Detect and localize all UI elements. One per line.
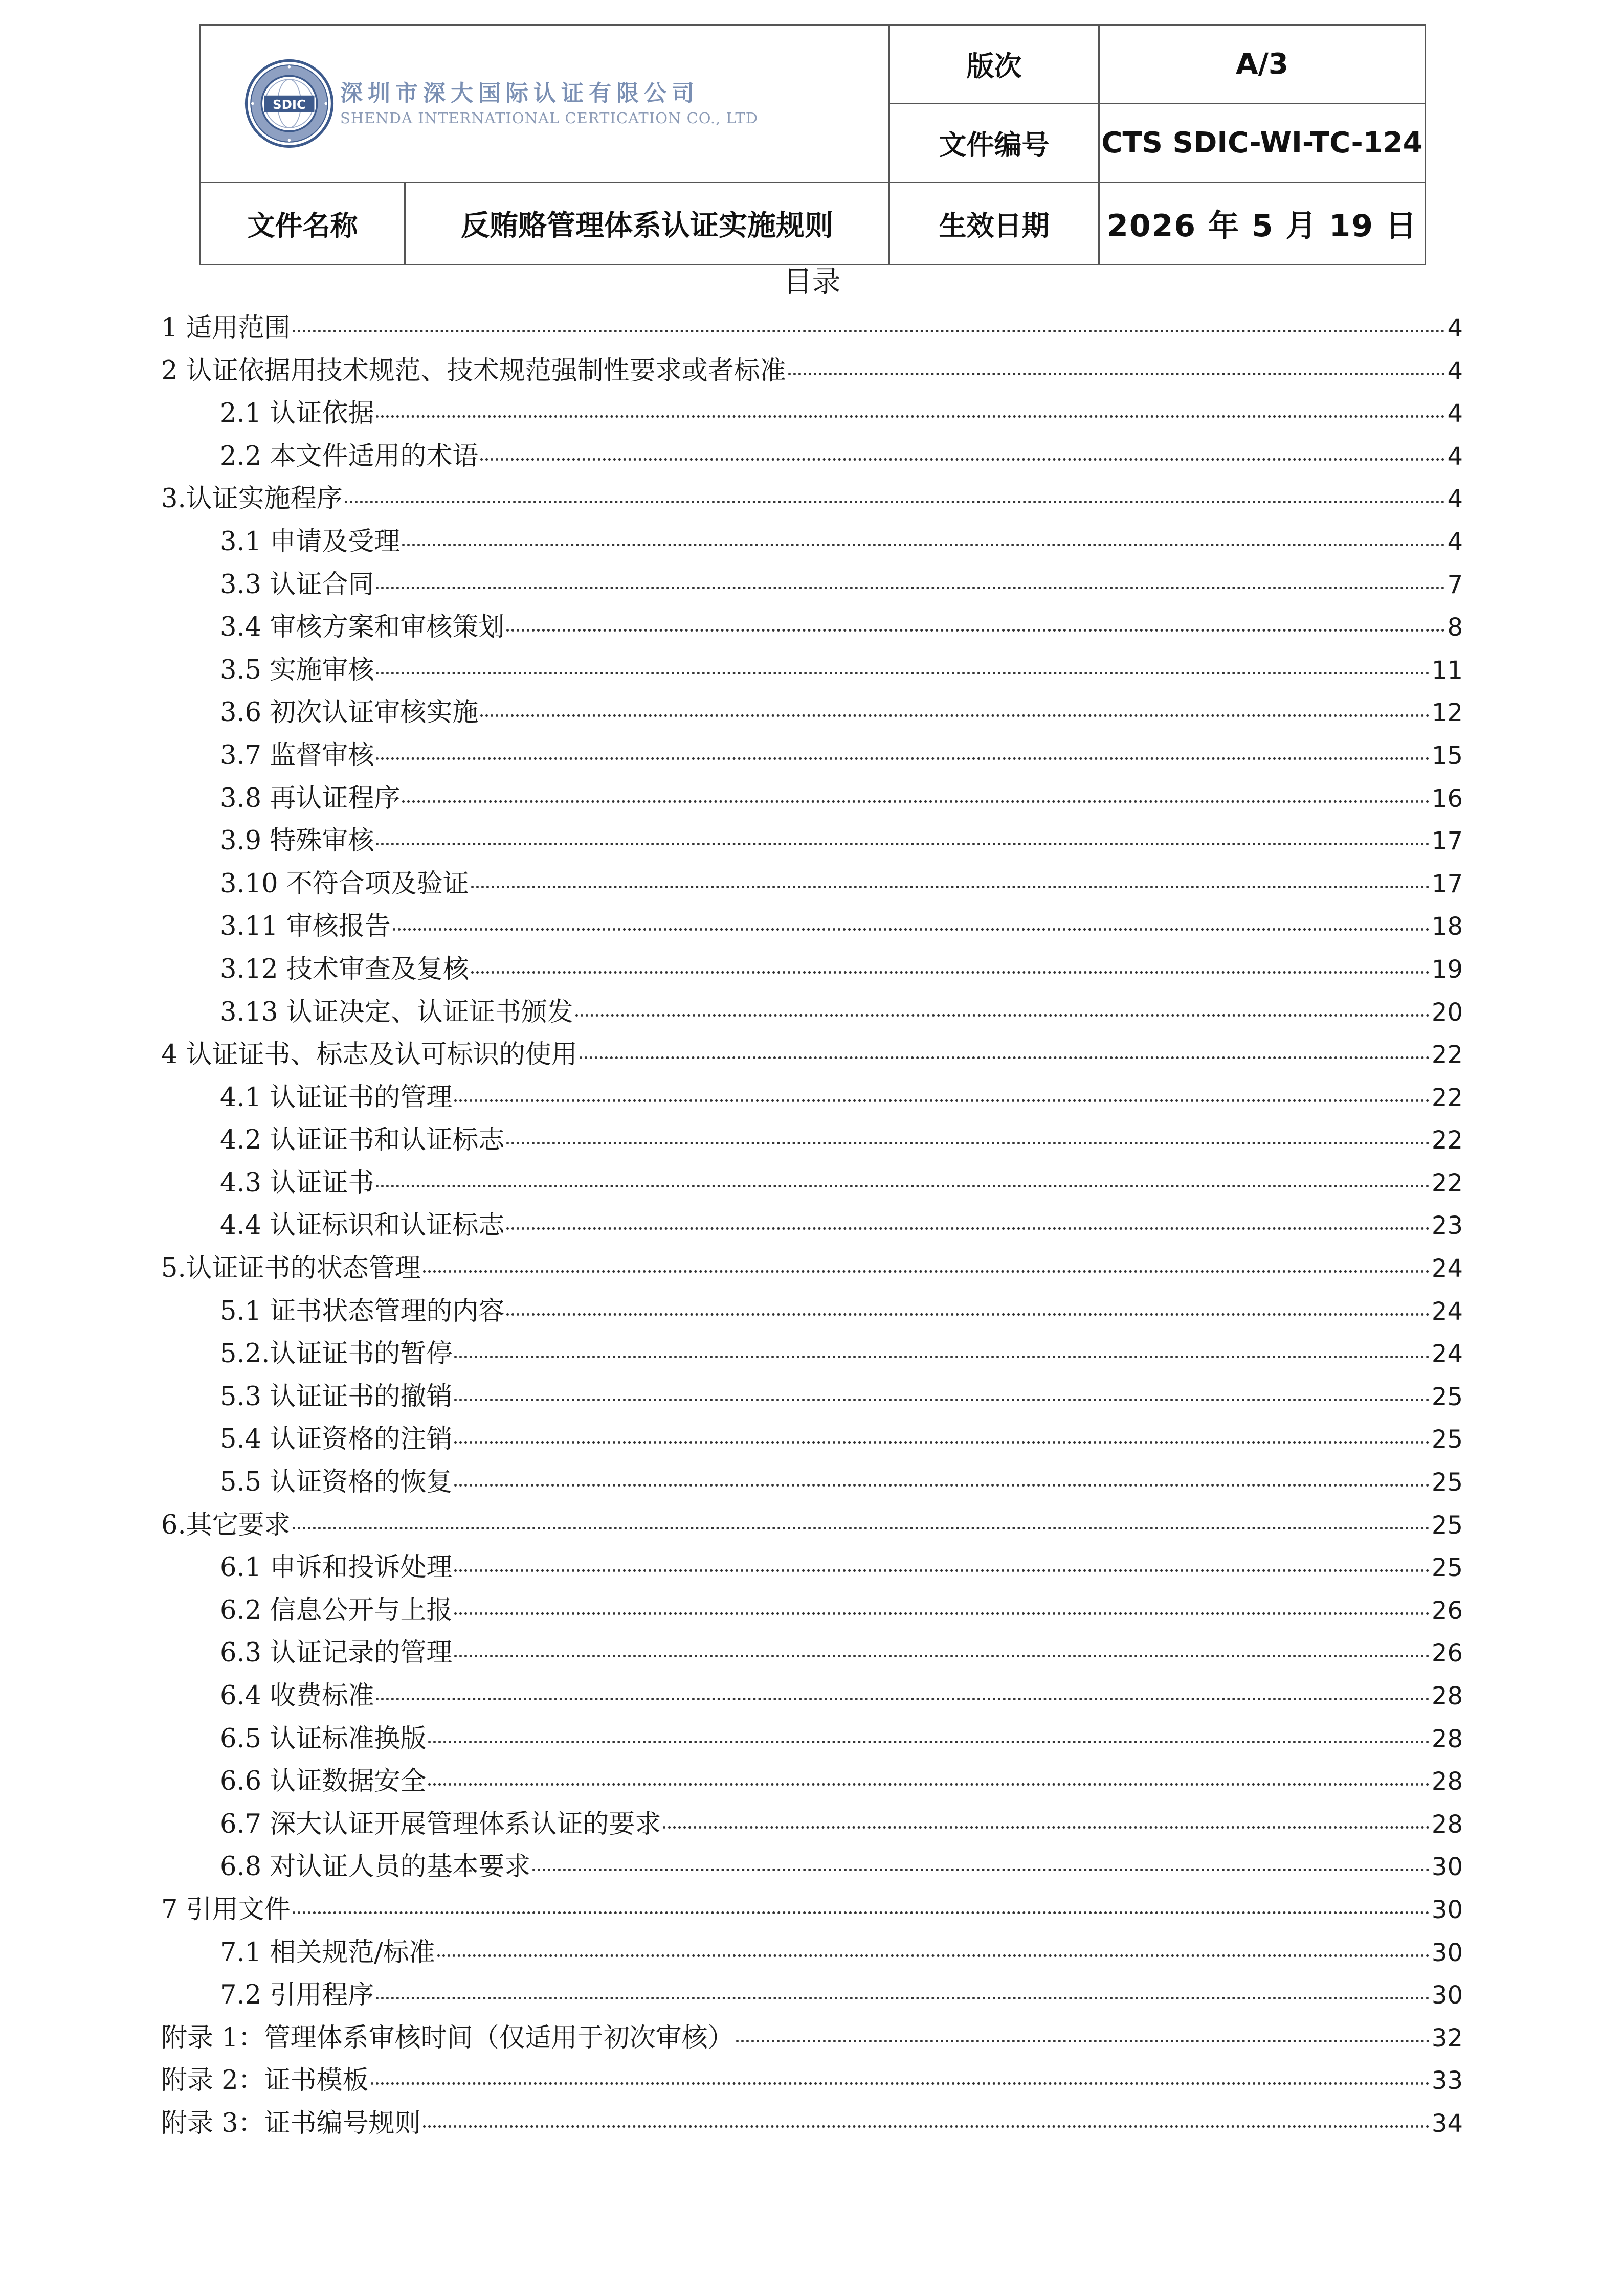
toc-entry-text: 6.2 信息公开与上报 xyxy=(220,1595,453,1626)
toc-entry-text: 2.2 本文件适用的术语 xyxy=(220,441,479,471)
toc-page-number: 30 xyxy=(1431,1938,1463,1967)
toc-entry-text: 6.6 认证数据安全 xyxy=(220,1766,427,1797)
effective-date-value: 2026 年 5 月 19 日 xyxy=(1099,183,1426,265)
toc-entry[interactable] xyxy=(161,1845,1463,1888)
toc-entry[interactable] xyxy=(161,606,1463,649)
toc-entry-text: 3.6 初次认证审核实施 xyxy=(220,697,479,728)
toc-entry[interactable] xyxy=(161,905,1463,948)
toc-page-number: 15 xyxy=(1431,741,1463,770)
toc-entry-text: 附录 2：证书模板 xyxy=(161,2065,369,2096)
toc-page-number: 24 xyxy=(1431,1340,1463,1369)
toc-dot-leader xyxy=(428,1783,1430,1786)
company-name-cn: 深圳市深大国际认证有限公司 xyxy=(340,80,699,106)
toc-page-number: 11 xyxy=(1431,656,1463,685)
table-of-contents xyxy=(161,307,1463,2145)
toc-entry-text: 4.1 认证证书的管理 xyxy=(220,1082,453,1113)
toc-page-number: 12 xyxy=(1431,699,1463,728)
toc-page-number: 28 xyxy=(1431,1767,1463,1796)
toc-entry-text: 5.认证证书的状态管理 xyxy=(161,1253,421,1284)
toc-entry[interactable] xyxy=(161,2059,1463,2102)
toc-entry-text: 5.1 证书状态管理的内容 xyxy=(220,1296,505,1326)
toc-page-number: 25 xyxy=(1431,1425,1463,1454)
toc-page-number: 26 xyxy=(1431,1596,1463,1625)
toc-dot-leader xyxy=(506,1227,1430,1230)
toc-entry[interactable] xyxy=(161,734,1463,777)
toc-entry-text: 6.8 对认证人员的基本要求 xyxy=(220,1852,531,1882)
toc-title: 目录 xyxy=(783,265,841,299)
toc-entry-text: 3.10 不符合项及验证 xyxy=(220,868,469,899)
toc-dot-leader xyxy=(454,1356,1430,1358)
toc-dot-leader xyxy=(454,1484,1430,1487)
toc-entry[interactable] xyxy=(161,1675,1463,1718)
toc-entry[interactable] xyxy=(161,350,1463,393)
toc-page-number: 17 xyxy=(1431,869,1463,898)
company-logo-cell xyxy=(201,25,889,183)
toc-page-number: 30 xyxy=(1431,1981,1463,2010)
toc-page-number: 28 xyxy=(1431,1810,1463,1839)
toc-dot-leader xyxy=(376,1185,1430,1187)
toc-page-number: 16 xyxy=(1431,784,1463,813)
toc-entry-text: 4 认证证书、标志及认可标识的使用 xyxy=(161,1040,577,1070)
toc-page-number: 25 xyxy=(1431,1468,1463,1497)
toc-page-number: 24 xyxy=(1431,1254,1463,1284)
toc-page-number: 28 xyxy=(1431,1724,1463,1753)
version-label: 版次 xyxy=(889,25,1099,104)
toc-page-number: 22 xyxy=(1431,1041,1463,1070)
toc-entry[interactable] xyxy=(161,564,1463,606)
company-name-en: SHENDA INTERNATIONAL CERTICATION CO., LTD xyxy=(340,109,758,127)
toc-dot-leader xyxy=(480,714,1430,717)
toc-entry-text: 4.2 认证证书和认证标志 xyxy=(220,1125,505,1156)
toc-page-number: 23 xyxy=(1431,1211,1463,1241)
toc-dot-leader xyxy=(454,1441,1430,1444)
toc-entry[interactable] xyxy=(161,863,1463,906)
toc-dot-leader xyxy=(506,1142,1430,1144)
toc-entry-text: 3.9 特殊审核 xyxy=(220,826,374,857)
toc-page-number: 4 xyxy=(1447,485,1463,514)
company-seal-icon xyxy=(244,59,334,148)
toc-dot-leader xyxy=(480,458,1445,461)
toc-entry-text: 附录 1：管理体系审核时间（仅适用于初次审核） xyxy=(161,2022,734,2053)
toc-page-number: 4 xyxy=(1447,527,1463,556)
toc-entry[interactable] xyxy=(161,1461,1463,1504)
toc-dot-leader xyxy=(506,1313,1430,1316)
toc-page-number: 32 xyxy=(1431,2023,1463,2053)
toc-page-number: 26 xyxy=(1431,1639,1463,1668)
toc-dot-leader xyxy=(376,1997,1430,1999)
toc-entry[interactable] xyxy=(161,991,1463,1034)
toc-page-number: 30 xyxy=(1431,1853,1463,1882)
toc-dot-leader xyxy=(428,1741,1430,1743)
toc-dot-leader xyxy=(437,1954,1430,1957)
toc-entry[interactable] xyxy=(161,478,1463,521)
toc-entry-text: 3.3 认证合同 xyxy=(220,569,374,600)
toc-entry-text: 4.4 认证标识和认证标志 xyxy=(220,1210,505,1241)
toc-entry-text: 3.12 技术审查及复核 xyxy=(220,954,469,984)
toc-page-number: 19 xyxy=(1431,955,1463,984)
toc-dot-leader xyxy=(454,1099,1430,1102)
toc-entry[interactable] xyxy=(161,307,1463,350)
toc-entry-text: 5.4 认证资格的注销 xyxy=(220,1424,453,1455)
toc-entry-text: 3.1 申请及受理 xyxy=(220,526,401,557)
toc-dot-leader xyxy=(376,415,1445,418)
version-value: A/3 xyxy=(1099,25,1426,104)
toc-dot-leader xyxy=(423,2125,1430,2128)
toc-entry-text: 6.其它要求 xyxy=(161,1510,291,1540)
toc-dot-leader xyxy=(788,373,1445,375)
toc-dot-leader xyxy=(293,1911,1430,1914)
toc-page-number: 25 xyxy=(1431,1554,1463,1583)
toc-page-number: 22 xyxy=(1431,1083,1463,1112)
logo-text: SDIC xyxy=(272,97,306,112)
toc-entry-text: 3.11 审核报告 xyxy=(220,911,391,942)
toc-page-number: 22 xyxy=(1431,1168,1463,1198)
toc-entry-text: 6.4 收费标准 xyxy=(220,1681,374,1711)
toc-dot-leader xyxy=(471,886,1430,888)
toc-page-number: 20 xyxy=(1431,998,1463,1027)
toc-dot-leader xyxy=(293,330,1445,332)
toc-entry[interactable] xyxy=(161,521,1463,564)
toc-entry[interactable] xyxy=(161,649,1463,692)
document-header-table xyxy=(199,24,1426,265)
toc-entry[interactable] xyxy=(161,1931,1463,1974)
toc-entry[interactable] xyxy=(161,1418,1463,1461)
toc-entry-text: 5.2.认证证书的暂停 xyxy=(220,1339,453,1369)
toc-entry-text: 7 引用文件 xyxy=(161,1894,291,1925)
toc-page-number: 25 xyxy=(1431,1382,1463,1411)
toc-dot-leader xyxy=(471,971,1430,974)
toc-entry-text: 2 认证依据用技术规范、技术规范强制性要求或者标准 xyxy=(161,355,786,386)
toc-page-number: 34 xyxy=(1431,2109,1463,2138)
toc-entry[interactable] xyxy=(161,1589,1463,1632)
toc-entry-text: 3.7 监督审核 xyxy=(220,740,374,771)
toc-entry[interactable] xyxy=(161,1760,1463,1803)
toc-page-number: 4 xyxy=(1447,442,1463,471)
toc-entry[interactable] xyxy=(161,1504,1463,1547)
doc-name-label: 文件名称 xyxy=(201,183,405,265)
toc-entry[interactable] xyxy=(161,1119,1463,1162)
toc-entry-text: 3.认证实施程序 xyxy=(161,484,343,514)
toc-entry[interactable] xyxy=(161,1076,1463,1119)
toc-page-number: 17 xyxy=(1431,827,1463,856)
toc-page-number: 33 xyxy=(1431,2066,1463,2096)
toc-entry-text: 7.1 相关规范/标准 xyxy=(220,1937,435,1968)
toc-entry[interactable] xyxy=(161,2017,1463,2060)
toc-page-number: 8 xyxy=(1447,613,1463,642)
toc-entry-text: 3.5 实施审核 xyxy=(220,655,374,685)
toc-entry[interactable] xyxy=(161,1290,1463,1333)
toc-dot-leader xyxy=(575,1014,1430,1017)
toc-entry[interactable] xyxy=(161,1247,1463,1290)
toc-dot-leader xyxy=(402,544,1445,546)
toc-page-number: 18 xyxy=(1431,912,1463,941)
toc-dot-leader xyxy=(663,1826,1430,1829)
toc-entry-text: 4.3 认证证书 xyxy=(220,1167,374,1198)
toc-dot-leader xyxy=(393,928,1430,931)
company-logo xyxy=(201,59,888,148)
toc-entry[interactable] xyxy=(161,1033,1463,1076)
toc-dot-leader xyxy=(532,1869,1430,1871)
toc-entry[interactable] xyxy=(161,1632,1463,1675)
toc-dot-leader xyxy=(454,1569,1430,1572)
toc-entry[interactable] xyxy=(161,1333,1463,1376)
toc-page-number: 28 xyxy=(1431,1682,1463,1710)
toc-entry[interactable] xyxy=(161,1974,1463,2017)
toc-entry-text: 6.3 认证记录的管理 xyxy=(220,1638,453,1669)
toc-entry-text: 6.1 申诉和投诉处理 xyxy=(220,1552,453,1583)
toc-page-number: 22 xyxy=(1431,1126,1463,1155)
toc-dot-leader xyxy=(580,1056,1430,1059)
toc-page-number: 4 xyxy=(1447,314,1463,343)
toc-page-number: 4 xyxy=(1447,356,1463,386)
toc-dot-leader xyxy=(376,843,1430,845)
toc-entry[interactable] xyxy=(161,691,1463,734)
toc-entry[interactable] xyxy=(161,2102,1463,2145)
doc-name-value: 反贿赂管理体系认证实施规则 xyxy=(405,183,889,265)
toc-dot-leader xyxy=(454,1655,1430,1657)
toc-entry-text: 3.4 审核方案和审核策划 xyxy=(220,612,505,643)
toc-entry-text: 5.5 认证资格的恢复 xyxy=(220,1467,453,1498)
toc-entry[interactable] xyxy=(161,1376,1463,1419)
toc-entry-text: 7.2 引用程序 xyxy=(220,1980,374,2011)
toc-dot-leader xyxy=(371,2082,1430,2085)
toc-entry[interactable] xyxy=(161,1803,1463,1846)
doc-number-value: CTS SDIC-WI-TC-124 xyxy=(1099,104,1426,183)
toc-dot-leader xyxy=(454,1612,1430,1615)
toc-entry[interactable] xyxy=(161,820,1463,863)
toc-entry[interactable] xyxy=(161,777,1463,820)
toc-dot-leader xyxy=(376,1698,1430,1700)
toc-dot-leader xyxy=(423,1270,1430,1273)
toc-dot-leader xyxy=(402,800,1430,803)
toc-entry-text: 6.7 深大认证开展管理体系认证的要求 xyxy=(220,1809,661,1839)
toc-entry-text: 5.3 认证证书的撤销 xyxy=(220,1381,453,1412)
toc-page-number: 24 xyxy=(1431,1297,1463,1326)
toc-entry[interactable] xyxy=(161,1162,1463,1205)
toc-dot-leader xyxy=(376,672,1430,674)
toc-dot-leader xyxy=(454,1399,1430,1401)
toc-entry[interactable] xyxy=(161,392,1463,435)
toc-dot-leader xyxy=(376,757,1430,760)
toc-page-number: 25 xyxy=(1431,1511,1463,1540)
toc-entry[interactable] xyxy=(161,435,1463,478)
toc-entry[interactable] xyxy=(161,948,1463,991)
toc-entry-text: 2.1 认证依据 xyxy=(220,398,374,429)
toc-entry-text: 附录 3：证书编号规则 xyxy=(161,2108,421,2139)
toc-entry[interactable] xyxy=(161,1204,1463,1247)
toc-entry-text: 6.5 认证标准换版 xyxy=(220,1723,427,1754)
toc-dot-leader xyxy=(506,629,1445,632)
toc-page-number: 4 xyxy=(1447,399,1463,429)
toc-entry-text: 3.13 认证决定、认证证书颁发 xyxy=(220,997,573,1027)
toc-dot-leader xyxy=(293,1527,1430,1529)
toc-dot-leader xyxy=(376,587,1445,589)
toc-entry-text: 3.8 再认证程序 xyxy=(220,783,401,814)
toc-entry[interactable] xyxy=(161,1888,1463,1931)
effective-date-label: 生效日期 xyxy=(889,183,1099,265)
toc-entry-text: 1 适用范围 xyxy=(161,313,291,343)
toc-dot-leader xyxy=(736,2040,1430,2042)
toc-entry[interactable] xyxy=(161,1718,1463,1761)
doc-number-label: 文件编号 xyxy=(889,104,1099,183)
toc-page-number: 7 xyxy=(1447,570,1463,599)
toc-dot-leader xyxy=(345,501,1445,503)
toc-page-number: 30 xyxy=(1431,1895,1463,1924)
toc-entry[interactable] xyxy=(161,1546,1463,1589)
